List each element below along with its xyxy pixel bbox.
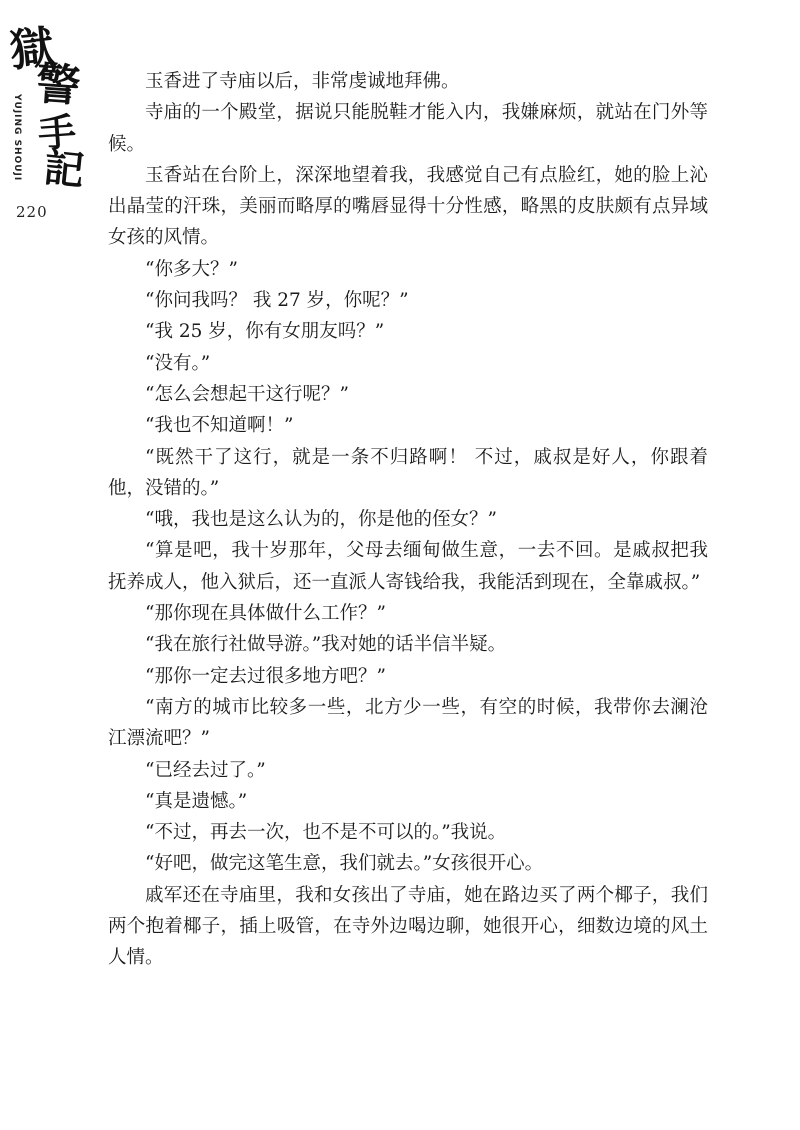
- paragraph: “那你现在具体做什么工作？”: [145, 603, 386, 625]
- book-title-romanized: YUJING SHOUJI: [12, 94, 22, 182]
- paragraph: 戚军还在寺庙里，我和女孩出了寺庙，她在路边买了两个椰子，我们两个抱着椰子，插上吸管，在寺外边喝边聊，她很开心，细数边境的风土人情。: [108, 884, 708, 969]
- paragraph: “不过，再去一次，也不是不可以的。”我说。: [145, 822, 507, 844]
- logo-char-3: 手: [36, 108, 78, 157]
- paragraph: 寺庙的一个殿堂，据说只能脱鞋才能入内，我嫌麻烦，就站在门外等候。: [108, 102, 708, 155]
- paragraph: 玉香站在台阶上，深深地望着我，我感觉自己有点脸红，她的脸上沁出晶莹的汗珠，美丽而略厚的嘴唇显得十分性感，略黑的皮肤颇有点异域女孩的风情。: [108, 164, 708, 249]
- logo-char-4: 記: [41, 144, 87, 195]
- paragraph: “算是吧，我十岁那年，父母去缅甸做生意，一去不回。是戚叔把我抚养成人，他入狱后，还一直派人寄钱给我，我能活到现在，全靠戚叔。”: [108, 540, 708, 593]
- body-text: [108, 66, 708, 974]
- paragraph: “你问我吗？ 我 27 岁，你呢？”: [145, 290, 409, 312]
- logo-char-2: 警: [34, 58, 82, 113]
- paragraph: 玉香进了寺庙以后，非常虔诚地拜佛。: [145, 71, 460, 92]
- book-title-logo: [7, 21, 87, 196]
- page-number: 220: [16, 203, 48, 221]
- paragraph: “既然干了这行，就是一条不归路啊！ 不过，戚叔是好人，你跟着他，没错的。”: [108, 446, 708, 499]
- paragraph: “我也不知道啊！”: [145, 415, 294, 437]
- paragraph: “你多大？”: [145, 258, 238, 280]
- paragraph: “南方的城市比较多一些，北方少一些，有空的时候，我带你去澜沧江漂流吧？”: [108, 696, 708, 750]
- paragraph: “好吧，做完这笔生意，我们就去。”女孩很开心。: [145, 853, 544, 875]
- logo-char-1: 獄: [7, 21, 57, 78]
- paragraph: “已经去过了。”: [145, 759, 266, 781]
- paragraph: “我 25 岁，你有女朋友吗？”: [145, 321, 385, 343]
- paragraph: “哦，我也是这么认为的，你是他的侄女？”: [145, 509, 497, 531]
- paragraph: “怎么会想起干这行呢？”: [145, 383, 349, 405]
- paragraph: “没有。”: [145, 352, 211, 374]
- paragraph: “我在旅行社做导游。”我对她的话半信半疑。: [145, 634, 507, 656]
- paragraph: “真是遗憾。”: [145, 790, 248, 812]
- paragraph: “那你一定去过很多地方吧？”: [145, 665, 386, 687]
